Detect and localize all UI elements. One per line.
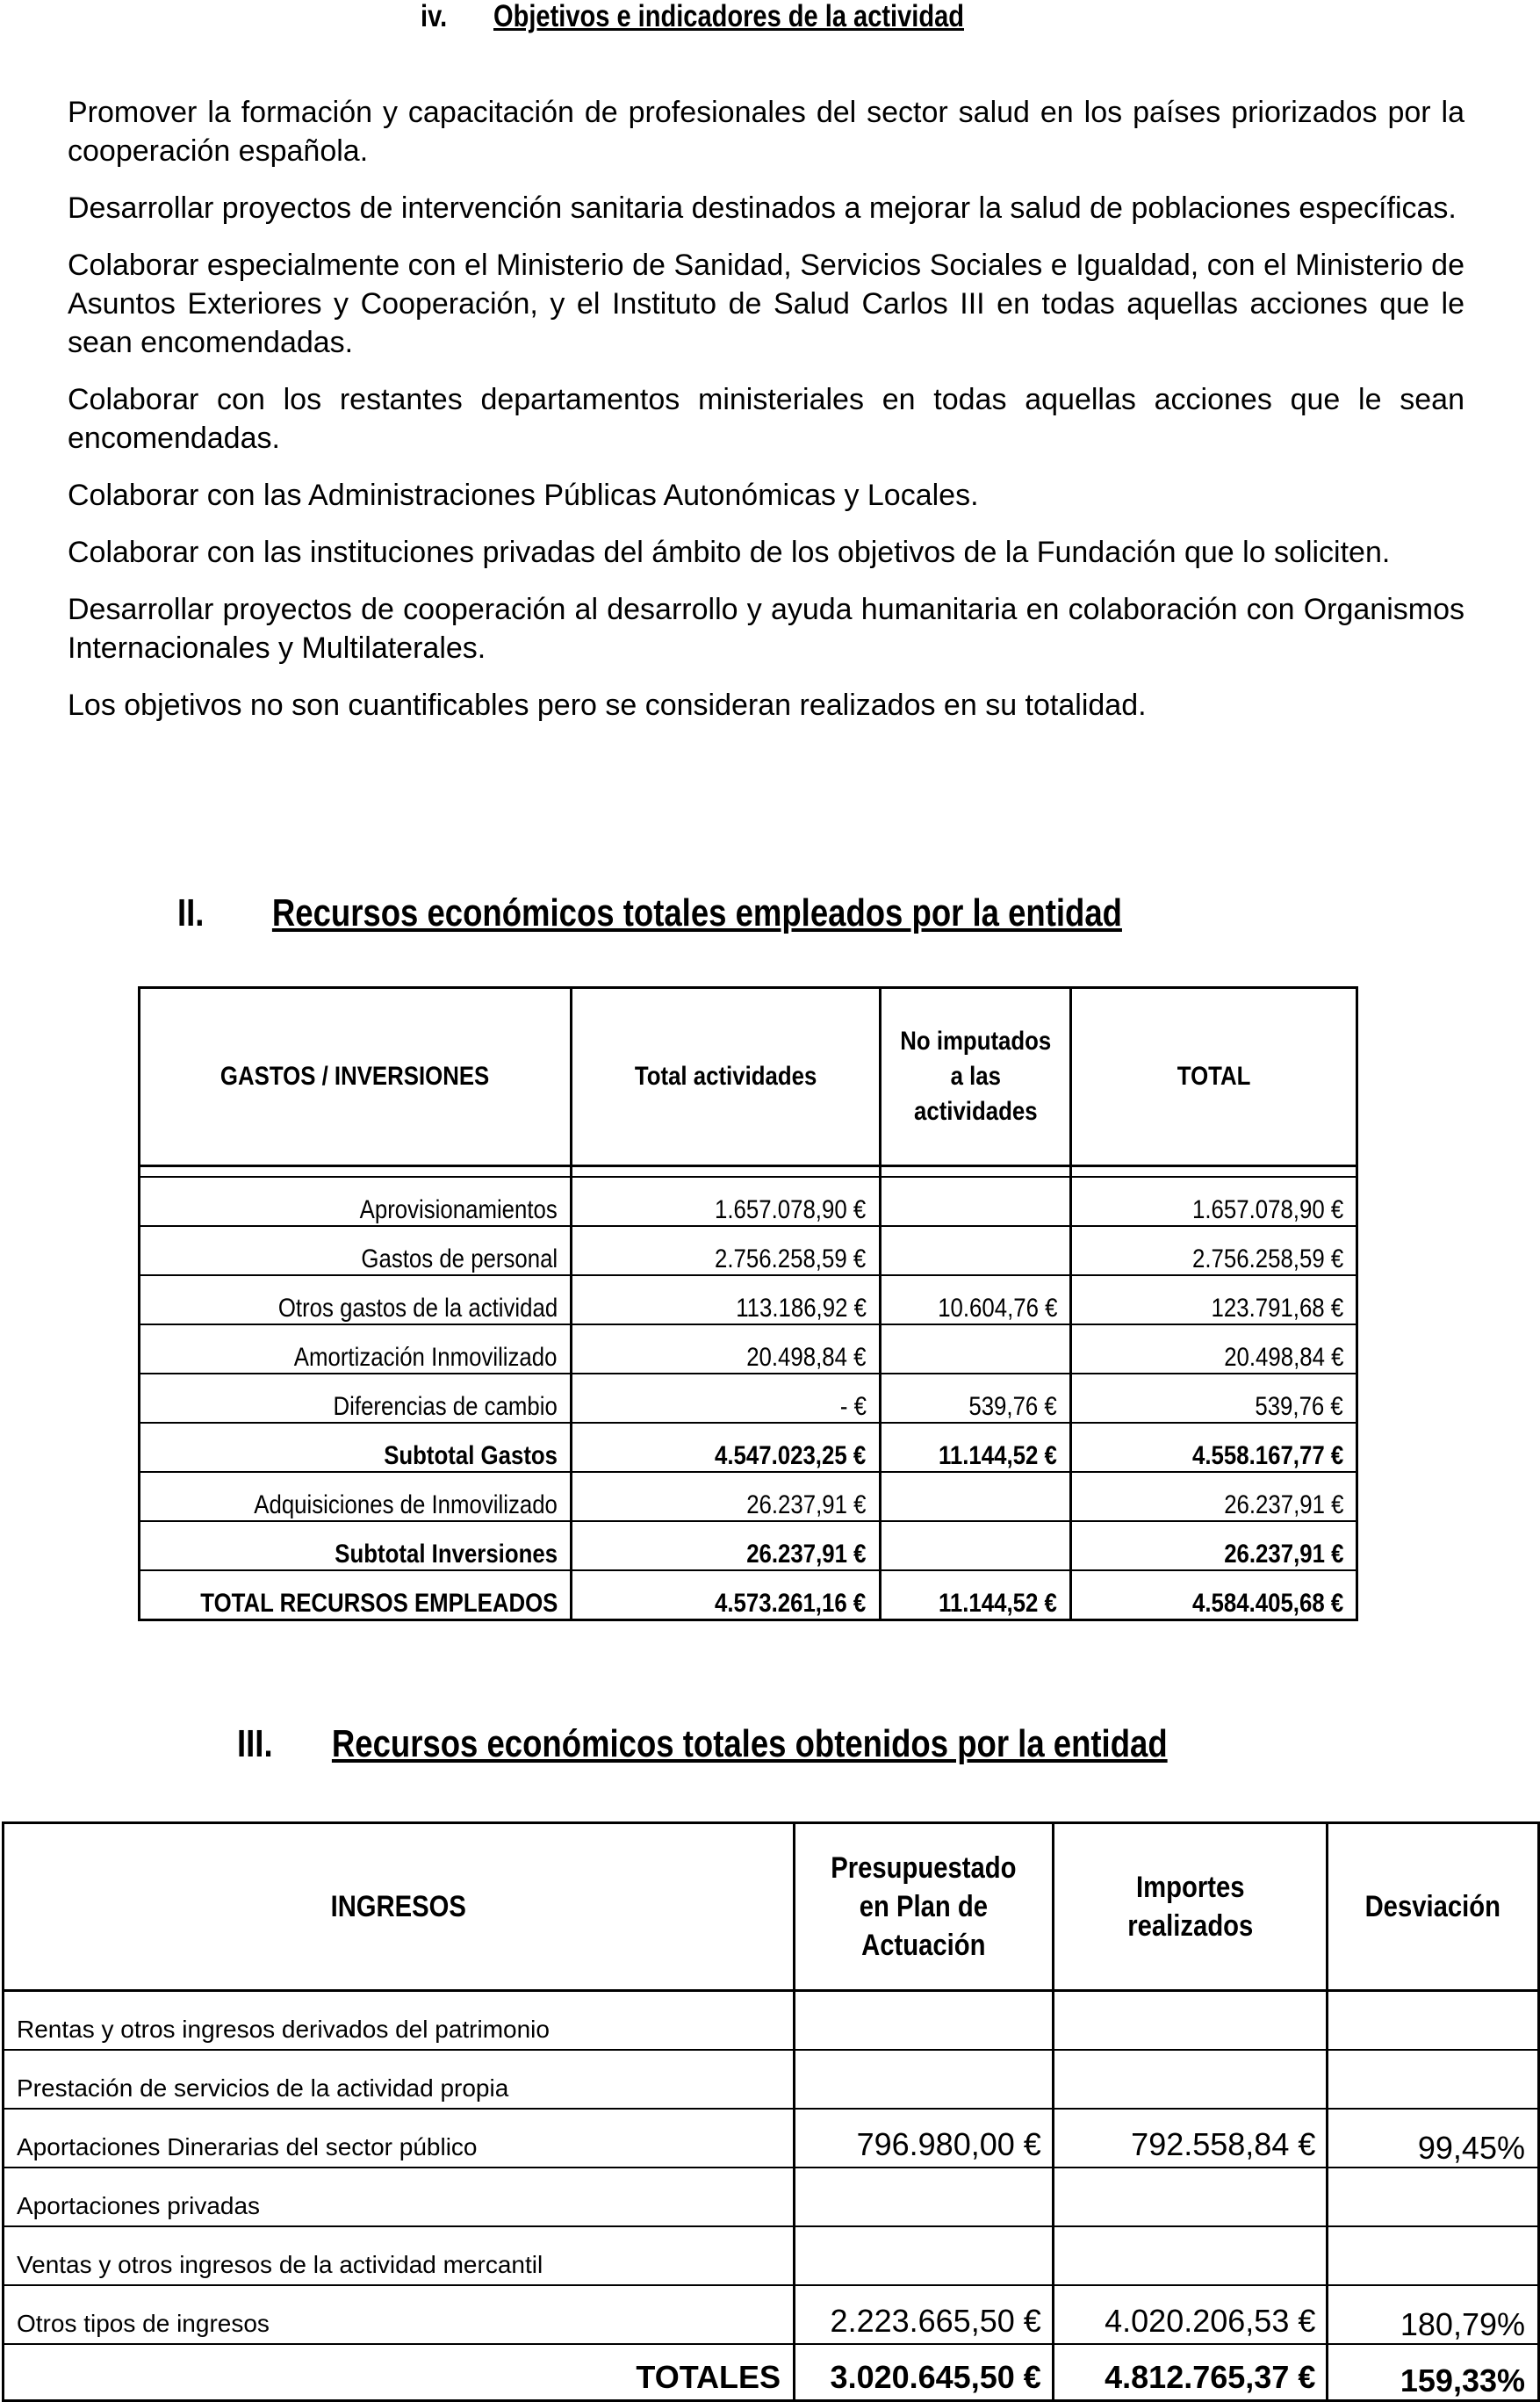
- header-desviacion: Desviación: [1328, 1823, 1539, 1991]
- row-total: [1071, 1275, 1357, 1324]
- row-desviacion: [1328, 2050, 1539, 2109]
- row-total: [1071, 1177, 1357, 1226]
- table-row: [140, 1521, 1357, 1570]
- row-desviacion: 159,33%: [1328, 2344, 1539, 2401]
- row-total-text: 4.558.167,77 €: [1191, 1441, 1343, 1470]
- spacer-cell: [140, 1166, 572, 1178]
- header-importes-realizados: Importes realizados: [1053, 1823, 1328, 1991]
- table-row: [140, 1472, 1357, 1521]
- row-no-imputados-text: 10.604,76 €: [937, 1294, 1058, 1323]
- row-total-actividades: [571, 1324, 880, 1374]
- objective-paragraph: Colaborar con las Administraciones Públicas Autonómicas y Locales.: [68, 479, 979, 512]
- row-total-actividades: [571, 1275, 880, 1324]
- table-row: [140, 1423, 1357, 1472]
- section-iv-number: iv.: [421, 0, 448, 33]
- table-row: [140, 1275, 1357, 1324]
- section-ii-title: Recursos económicos totales empleados por la entidad: [271, 891, 1122, 934]
- row-total-text: 20.498,84 €: [1223, 1343, 1343, 1372]
- section-iii-title: Recursos económicos totales obtenidos por la entidad: [331, 1722, 1168, 1765]
- header-no-imputados: No imputados a las actividades: [880, 988, 1071, 1166]
- row-total-actividades-text: 4.573.261,16 €: [715, 1589, 867, 1618]
- row-no-imputados: [880, 1226, 1071, 1275]
- row-desviacion: 99,45%: [1328, 2109, 1539, 2168]
- row-total-actividades: [571, 1472, 880, 1521]
- row-total-actividades-text: - €: [839, 1392, 867, 1421]
- section-iii-heading: [237, 1722, 1168, 1766]
- spacer-cell: [571, 1166, 880, 1178]
- row-concept: [140, 1226, 572, 1275]
- row-desviacion: [1328, 2226, 1539, 2285]
- row-total: [1071, 1472, 1357, 1521]
- row-presupuestado: [795, 2168, 1054, 2226]
- objectives-list: [68, 93, 1464, 743]
- header-ingresos: INGRESOS: [4, 1823, 795, 1991]
- row-realizados: [1053, 2050, 1328, 2109]
- row-concept: Otros tipos de ingresos: [4, 2285, 795, 2344]
- row-total-text: 26.237,91 €: [1223, 1490, 1343, 1519]
- header-gastos-inversiones: GASTOS / INVERSIONES: [140, 988, 572, 1166]
- row-concept-text: Aprovisionamientos: [359, 1195, 558, 1224]
- row-concept: [140, 1472, 572, 1521]
- row-concept: Aportaciones Dinerarias del sector público: [4, 2109, 795, 2168]
- row-concept-text: Subtotal Gastos: [384, 1441, 558, 1470]
- row-no-imputados: [880, 1177, 1071, 1226]
- objective-paragraph: Desarrollar proyectos de intervención sanitaria destinados a mejorar la salud de poblaciones específicas.: [68, 191, 1457, 225]
- row-concept: [140, 1177, 572, 1226]
- row-total-text: 1.657.078,90 €: [1191, 1195, 1343, 1224]
- objective-paragraph: Colaborar especialmente con el Ministerio de Sanidad, Servicios Sociales e Igualdad, con el Ministerio de Asuntos Exteriores y Cooperación, y el Instituto de Salud Carlos III en todas aquellas acciones que le sean encomendadas.: [68, 249, 1464, 359]
- table-row: [140, 1177, 1357, 1226]
- row-no-imputados: [880, 1324, 1071, 1374]
- row-no-imputados: [880, 1423, 1071, 1472]
- spacer-cell: [1071, 1166, 1357, 1178]
- row-desviacion: [1328, 2168, 1539, 2226]
- objective-paragraph: Desarrollar proyectos de cooperación al desarrollo y ayuda humanitaria en colaboración con Organismos Internacionales y Multilaterales.: [68, 593, 1464, 665]
- row-total-actividades-text: 113.186,92 €: [735, 1294, 867, 1323]
- row-presupuestado: 796.980,00 €: [795, 2109, 1054, 2168]
- row-concept-text: Diferencias de cambio: [333, 1392, 558, 1421]
- table-row: [4, 2050, 1539, 2109]
- table-row: [140, 1374, 1357, 1423]
- resources-obtained-body: [4, 1991, 1539, 2401]
- header-total-actividades: Total actividades: [571, 988, 880, 1166]
- row-presupuestado: 2.223.665,50 €: [795, 2285, 1054, 2344]
- row-concept: Rentas y otros ingresos derivados del patrimonio: [4, 1991, 795, 2051]
- resources-employed-table: [138, 986, 1358, 1621]
- row-concept: [140, 1324, 572, 1374]
- row-total: [1071, 1374, 1357, 1423]
- row-total-actividades: [571, 1521, 880, 1570]
- row-no-imputados: [880, 1472, 1071, 1521]
- row-presupuestado: 3.020.645,50 €: [795, 2344, 1054, 2401]
- row-no-imputados: [880, 1374, 1071, 1423]
- section-ii-number: II.: [177, 891, 205, 934]
- row-no-imputados-text: 11.144,52 €: [939, 1441, 1058, 1470]
- row-total-actividades-text: 26.237,91 €: [746, 1490, 867, 1519]
- row-total-text: 123.791,68 €: [1211, 1294, 1343, 1323]
- row-concept-text: TOTAL RECURSOS EMPLEADOS: [199, 1589, 558, 1618]
- row-concept-text: Amortización Inmovilizado: [294, 1343, 558, 1372]
- row-no-imputados-text: 539,76 €: [968, 1392, 1058, 1421]
- row-realizados: 4.020.206,53 €: [1053, 2285, 1328, 2344]
- spacer-cell: [880, 1166, 1071, 1178]
- row-presupuestado: [795, 2050, 1054, 2109]
- row-total-actividades-text: 1.657.078,90 €: [715, 1195, 867, 1224]
- row-realizados: 4.812.765,37 €: [1053, 2344, 1328, 2401]
- table-row: [140, 1570, 1357, 1620]
- row-realizados: [1053, 2168, 1328, 2226]
- section-iii-number: III.: [237, 1722, 273, 1765]
- resources-employed-body: [140, 1166, 1357, 1620]
- row-total: [1071, 1570, 1357, 1620]
- section-iv-title: Objetivos e indicadores de la actividad: [493, 0, 964, 33]
- row-total-actividades: [571, 1570, 880, 1620]
- row-total-actividades: [571, 1226, 880, 1275]
- row-total-actividades-text: 26.237,91 €: [746, 1540, 867, 1569]
- row-concept-text: Subtotal Inversiones: [335, 1540, 558, 1569]
- table-header-row: [140, 988, 1357, 1166]
- row-concept: Prestación de servicios de la actividad propia: [4, 2050, 795, 2109]
- row-no-imputados: [880, 1275, 1071, 1324]
- table-row: [4, 2168, 1539, 2226]
- row-concept: [140, 1374, 572, 1423]
- totals-row: [4, 2344, 1539, 2401]
- row-no-imputados: [880, 1570, 1071, 1620]
- table-header-row: [4, 1823, 1539, 1991]
- row-desviacion: [1328, 1991, 1539, 2051]
- row-concept: [140, 1570, 572, 1620]
- resources-obtained-table: [2, 1821, 1540, 2402]
- table-row: [4, 2109, 1539, 2168]
- table-row: [140, 1226, 1357, 1275]
- row-concept-text: Adquisiciones de Inmovilizado: [254, 1490, 558, 1519]
- row-concept: [140, 1423, 572, 1472]
- header-presupuestado: Presupuestado en Plan de Actuación: [795, 1823, 1054, 1991]
- spacer-row: [140, 1166, 1357, 1178]
- row-concept: [140, 1275, 572, 1324]
- row-presupuestado: [795, 2226, 1054, 2285]
- row-presupuestado: [795, 1991, 1054, 2051]
- row-total-text: 26.237,91 €: [1223, 1540, 1343, 1569]
- row-total-actividades: [571, 1423, 880, 1472]
- row-total-text: 539,76 €: [1255, 1392, 1343, 1421]
- section-iv-heading: [421, 0, 1004, 33]
- row-total-text: 2.756.258,59 €: [1191, 1244, 1343, 1273]
- section-ii-heading: [177, 891, 1122, 935]
- row-realizados: [1053, 1991, 1328, 2051]
- objective-paragraph: Colaborar con las instituciones privadas del ámbito de los objetivos de la Fundación que lo soliciten.: [68, 536, 1391, 569]
- row-total-actividades-text: 2.756.258,59 €: [715, 1244, 867, 1273]
- table-row: [4, 2226, 1539, 2285]
- row-total-actividades: [571, 1374, 880, 1423]
- objective-paragraph: Colaborar con los restantes departamentos ministeriales en todas aquellas acciones que le sean encomendadas.: [68, 383, 1464, 455]
- header-total: TOTAL: [1071, 988, 1357, 1166]
- table-row: [4, 1991, 1539, 2051]
- objective-paragraph: Promover la formación y capacitación de profesionales del sector salud en los países priorizados por la cooperación española.: [68, 96, 1464, 168]
- row-total: [1071, 1423, 1357, 1472]
- row-desviacion: 180,79%: [1328, 2285, 1539, 2344]
- row-realizados: [1053, 2226, 1328, 2285]
- row-total: [1071, 1324, 1357, 1374]
- row-concept: [140, 1521, 572, 1570]
- row-concept: Ventas y otros ingresos de la actividad mercantil: [4, 2226, 795, 2285]
- row-total: [1071, 1226, 1357, 1275]
- row-concept: TOTALES: [4, 2344, 795, 2401]
- row-concept: Aportaciones privadas: [4, 2168, 795, 2226]
- row-no-imputados: [880, 1521, 1071, 1570]
- row-realizados: 792.558,84 €: [1053, 2109, 1328, 2168]
- table-row: [140, 1324, 1357, 1374]
- row-no-imputados-text: 11.144,52 €: [939, 1589, 1058, 1618]
- row-total-text: 4.584.405,68 €: [1191, 1589, 1343, 1618]
- row-total-actividades: [571, 1177, 880, 1226]
- row-concept-text: Gastos de personal: [361, 1244, 558, 1273]
- row-total-actividades-text: 4.547.023,25 €: [715, 1441, 867, 1470]
- row-concept-text: Otros gastos de la actividad: [277, 1294, 558, 1323]
- row-total-actividades-text: 20.498,84 €: [746, 1343, 867, 1372]
- objective-paragraph: Los objetivos no son cuantificables pero se consideran realizados en su totalidad.: [68, 689, 1147, 722]
- table-row: [4, 2285, 1539, 2344]
- row-total: [1071, 1521, 1357, 1570]
